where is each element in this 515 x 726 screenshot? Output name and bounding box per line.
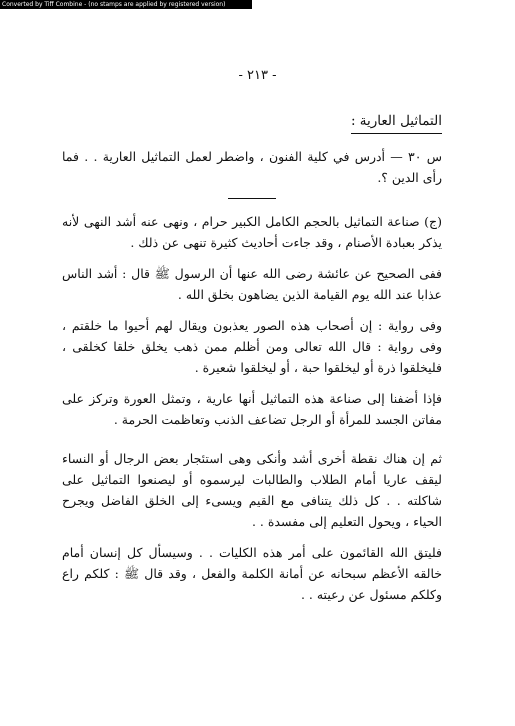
section-divider (228, 198, 276, 199)
section-heading: التماثيل العارية : (351, 111, 442, 134)
converter-banner: Converted by Tiff Combine - (no stamps are applied by registered version) (0, 0, 252, 9)
page-content (62, 110, 442, 615)
answer-paragraph-6: فليتق الله القائمون على أمر هذه الكليات . . وسيسأل كل إنسان أمام خالقه الأعظم سبحانه عن أمانة الكلمة والفعل ، وقد قال ﷺ : كلكم راع وكلكم مسئول عن رعيته . . (62, 545, 442, 602)
question-paragraph: س ٣٠ — أدرس في كلية الفنون ، واضطر لعمل التماثيل العارية . . فما رأى الدين ؟. (62, 149, 442, 185)
answer-paragraph-4: فإذا أضفنا إلى صناعة هذه التماثيل أنها عارية ، وتمثل العورة وتركز على مفاتن الجسد للمرأة أو الرجل تضاعف الذنب وتعاظمت الحرمة . (62, 391, 442, 427)
answer-paragraph-2: ففى الصحيح عن عائشة رضى الله عنها أن الرسول ﷺ قال : أشد الناس عذابا عند الله يوم القيامة الذين يضاهون بخلق الله . (62, 266, 442, 302)
page-number: - ٢١٣ - (238, 68, 277, 83)
answer-paragraph-5: ثم إن هناك نقطة أخرى أشد وأنكى وهى استئجار بعض الرجال أو النساء ليقف عاريا أمام الطلاب والطالبات ليرسموه أو ليصنعوا التماثيل على شاكلته . . كل ذلك يتنافى مع القيم ويسىء إلى الخلق الفاضل ويجرح الحياء ، ويحول التعليم إلى مفسدة . . (62, 451, 442, 529)
answer-paragraph-3: وفى رواية : إن أصحاب هذه الصور يعذبون ويقال لهم أحيوا ما خلقتم ، وفى رواية : قال الله تعالى ومن أظلم ممن ذهب يخلق خلقا كخلقى ، فليخلقوا ذرة أو ليخلقوا حبة ، أو ليخلقوا شعيرة . (62, 318, 442, 375)
answer-paragraph-1: (ج) صناعة التماثيل بالحجم الكامل الكبير حرام ، ونهى عنه أشد النهى لأنه يذكر بعبادة الأصنام ، وقد جاءت أحاديث كثيرة تنهى عن ذلك . (62, 214, 442, 250)
